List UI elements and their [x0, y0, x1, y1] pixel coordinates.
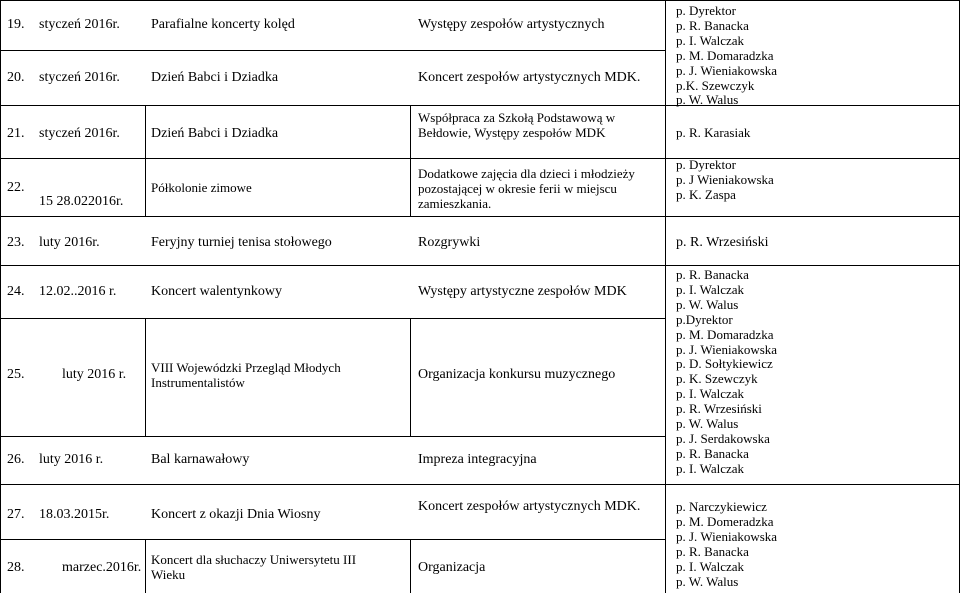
event-description: Impreza integracyjna [418, 452, 537, 467]
column-divider [0, 0, 1, 593]
event-name: Parafialne koncerty kolęd [151, 17, 295, 32]
responsible-person: p.K. Szewczyk [676, 77, 755, 93]
row-divider [0, 539, 665, 540]
responsible-person: p. R. Banacka [676, 445, 749, 461]
column-divider [145, 105, 146, 216]
responsible-person: p. K. Zaspa [676, 186, 736, 202]
row-divider [0, 265, 960, 266]
responsible-person: p. I. Walczak [676, 281, 745, 297]
event-description: Rozgrywki [418, 235, 481, 250]
row-divider [0, 436, 665, 437]
row-divider [0, 484, 960, 485]
row-divider [0, 0, 960, 1]
responsible-person: p. W. Walus [676, 296, 739, 312]
row-divider [0, 216, 960, 217]
column-divider [145, 318, 146, 436]
responsible-list [676, 500, 777, 589]
column-divider [410, 105, 411, 216]
event-description: Dodatkowe zajęcia dla dzieci i młodzieży pozostającej w okresie ferii w miejscu zamieszkania. [418, 166, 635, 211]
event-name: Dzień Babci i Dziadka [151, 126, 279, 141]
event-name: Koncert z okazji Dnia Wiosny [151, 507, 321, 522]
row-number: 21. [7, 126, 25, 141]
row-date: luty 2016 r. [62, 367, 127, 382]
responsible-person: p. M. Domeradzka [676, 513, 774, 529]
row-number: 26. [7, 452, 25, 467]
responsible-person: p. R. Banacka [676, 17, 749, 33]
responsible-person: p. I. Walczak [676, 558, 745, 574]
responsible-person: p. R. Wrzesiński [676, 401, 762, 417]
row-date: luty 2016 r. [39, 452, 104, 467]
row-number: 23. [7, 235, 25, 250]
row-divider [0, 105, 960, 106]
column-divider [145, 539, 146, 593]
responsible-person: p. J. Wieniakowska [676, 62, 778, 78]
responsible-person: p. W. Walus [676, 416, 739, 432]
row-date: luty 2016r. [39, 235, 100, 250]
row-date: 18.03.2015r. [39, 507, 110, 522]
row-number: 25. [7, 367, 25, 382]
row-number: 24. [7, 284, 25, 299]
row-date: marzec.2016r. [62, 560, 142, 575]
row-number: 27. [7, 507, 25, 522]
row-number: 28. [7, 560, 25, 575]
responsible-person: p. I. Walczak [676, 460, 745, 476]
row-divider [0, 50, 665, 51]
event-description: Koncert zespołów artystycznych MDK. [418, 499, 641, 514]
row-date: 12.02..2016 r. [39, 284, 117, 299]
row-date: styczeń 2016r. [39, 17, 120, 32]
responsible-person: p.Dyrektor [676, 311, 733, 327]
responsible-list [676, 158, 774, 203]
row-number: 19. [7, 17, 25, 32]
row-divider [0, 318, 665, 319]
responsible-person: p. D. Sołtykiewicz [676, 356, 773, 372]
event-name: Koncert walentynkowy [151, 284, 283, 299]
row-divider [0, 158, 960, 159]
responsible-person: p. R. Karasiak [676, 125, 751, 140]
responsible-person: p. J Wieniakowska [676, 171, 774, 187]
event-name: Półkolonie zimowe [151, 180, 252, 195]
row-date: styczeń 2016r. [39, 70, 120, 85]
event-description: Współpraca za Szkołą Podstawową w Bełdowie, Występy zespołów MDK [418, 110, 616, 140]
responsible-person: p. R. Wrzesiński [676, 235, 769, 250]
responsible-person: p. Dyrektor [676, 3, 736, 18]
row-date: 15 28.022016r. [39, 194, 124, 209]
responsible-person: p. M. Domaradzka [676, 326, 774, 342]
column-divider [410, 318, 411, 436]
responsible-person: p. I. Walczak [676, 386, 745, 402]
column-divider [410, 539, 411, 593]
responsible-person: p. R. Banacka [676, 267, 749, 282]
responsible-person: p. M. Domaradzka [676, 47, 774, 63]
row-date: styczeń 2016r. [39, 126, 120, 141]
event-name: Bal karnawałowy [151, 452, 250, 467]
event-name: Koncert dla słuchaczy Uniwersytetu III Wieku [151, 552, 357, 582]
responsible-list [676, 268, 777, 477]
event-name: Dzień Babci i Dziadka [151, 70, 279, 85]
event-description: Organizacja [418, 560, 486, 575]
responsible-person: p. K. Szewczyk [676, 371, 758, 387]
event-description: Organizacja konkursu muzycznego [418, 367, 616, 382]
responsible-person: p. I. Walczak [676, 32, 745, 48]
responsible-person: p. W. Walus [676, 573, 739, 589]
row-number: 20. [7, 70, 25, 85]
responsible-person: p. Narczykiewicz [676, 499, 767, 514]
responsible-list [676, 4, 777, 108]
responsible-person: p. J. Wieniakowska [676, 341, 778, 357]
responsible-person: p. R. Banacka [676, 543, 749, 559]
responsible-person: p. J. Wieniakowska [676, 528, 778, 544]
event-name: Feryjny turniej tenisa stołowego [151, 235, 332, 250]
responsible-person: p. Dyrektor [676, 157, 736, 172]
event-description: Koncert zespołów artystycznych MDK. [418, 70, 641, 85]
event-description: Występy artystyczne zespołów MDK [418, 284, 627, 299]
event-name: VIII Wojewódzki Przegląd Młodych Instrumentalistów [151, 360, 341, 390]
responsible-person: p. J. Serdakowska [676, 430, 770, 446]
column-divider [665, 0, 666, 593]
event-description: Występy zespołów artystycznych [418, 17, 605, 32]
responsible-person: p. W. Walus [676, 92, 739, 108]
row-number: 22. [7, 180, 25, 195]
